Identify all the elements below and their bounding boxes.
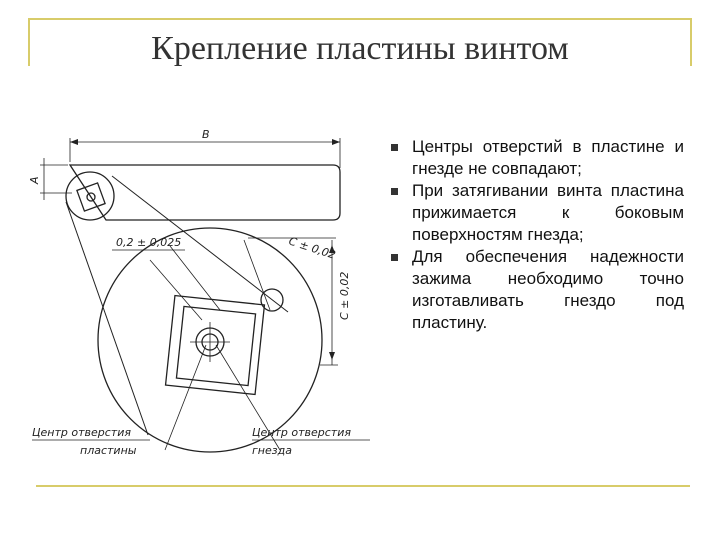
bullet-item: [388, 180, 684, 246]
bullet-list: [388, 136, 684, 334]
bullet-item: [388, 246, 684, 334]
bullet-item: [388, 136, 684, 180]
bullet-text: Для обеспечения надежности зажима необходимо точно изготавливать гнездо под пластину.: [412, 247, 684, 332]
c-tolerance-diagonal-label: C ± 0,02: [287, 234, 338, 262]
slide-title: Крепление пластины винтом: [151, 30, 569, 67]
offset-tolerance-label: 0,2 ± 0,025: [116, 236, 182, 249]
plate-square: [176, 306, 255, 385]
frame-top-line: [28, 18, 692, 20]
c-tolerance-vertical-label: C ± 0,02: [338, 271, 351, 320]
frame-bottom-line: [36, 485, 690, 487]
bullet-square-icon: [391, 188, 398, 195]
socket-center-label-1: Центр отверстия: [252, 426, 351, 439]
bullet-text: Центры отверстий в пластине и гнезде не совпадают;: [412, 137, 684, 178]
dim-b-label: B: [202, 128, 210, 141]
plate-center-label-2: пластины: [80, 444, 137, 457]
bullet-square-icon: [391, 254, 398, 261]
plate-center-label-1: Центр отверстия: [32, 426, 131, 439]
bullet-square-icon: [391, 144, 398, 151]
technical-drawing: [20, 120, 390, 465]
bullet-text: При затягивании винта пластина прижимается к боковым поверхностям гнезда;: [412, 181, 684, 244]
socket-center-label-2: гнезда: [252, 444, 292, 457]
holder-bar: [70, 165, 340, 220]
dim-a-label: A: [28, 176, 41, 184]
